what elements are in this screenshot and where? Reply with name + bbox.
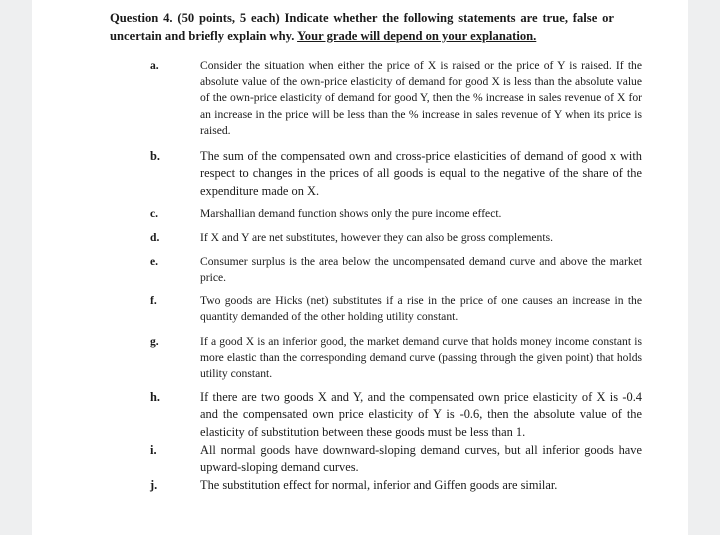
statement-letter: f. (150, 294, 157, 307)
statement-text: Two goods are Hicks (net) substitutes if a rise in the price of one causes an increase in the quantity demanded of the other holding utility constant. (200, 294, 642, 324)
statement-e (150, 254, 642, 286)
statement-letter: b. (150, 149, 160, 163)
statement-letter: c. (150, 207, 159, 220)
statement-letter: h. (150, 390, 160, 404)
statement-j (150, 477, 642, 494)
statement-letter: e. (150, 255, 159, 268)
statement-text: If a good X is an inferior good, the market demand curve that holds money income constant is more elastic than the corresponding demand curve (passing through the given point) that holds utility constant. (200, 335, 642, 381)
statement-text: Consider the situation when either the price of X is raised or the price of Y is raised. If the absolute value of the own-price elasticity of demand for good X is less than the absolute value of the own-price elasticity of demand for good Y, then the % increase in sales revenue of X for an increase in the price will be less than the % increase in sales revenue of Y when its price is raised. (200, 59, 642, 137)
statement-letter: g. (150, 335, 159, 348)
statement-h (150, 389, 642, 441)
statement-text: All normal goods have downward-sloping demand curves, but all inferior goods have upward-sloping demand curves. (200, 443, 642, 475)
statement-text: If X and Y are net substitutes, however they can also be gross complements. (200, 231, 553, 244)
statement-a (150, 58, 642, 139)
question-heading (110, 9, 614, 45)
statement-d (150, 230, 642, 246)
document-page (32, 0, 688, 535)
question-title: Question 4. (50 points, 5 each) Indicate whether the following statements are true, false or uncertain and briefly explain why. (110, 11, 614, 43)
statement-f (150, 293, 642, 325)
statement-text: Consumer surplus is the area below the uncompensated demand curve and above the market price. (200, 255, 642, 285)
statement-letter: a. (150, 59, 159, 72)
statement-text: Marshallian demand function shows only the pure income effect. (200, 207, 502, 220)
statement-letter: i. (150, 443, 157, 457)
statement-g (150, 334, 642, 383)
statement-i (150, 442, 642, 477)
statement-b (150, 148, 642, 200)
statement-text: The substitution effect for normal, inferior and Giffen goods are similar. (200, 478, 558, 492)
statement-text: The sum of the compensated own and cross-price elasticities of demand of good x with respect to changes in the prices of all goods is equal to the negative of the share of the expenditure made on X. (200, 149, 642, 198)
statement-text: If there are two goods X and Y, and the compensated own price elasticity of X is -0.4 and the compensated own price elasticity of Y is -0.6, then the absolute value of the elasticity of substitution between these goods must be less than 1. (200, 390, 642, 439)
statement-letter: d. (150, 231, 160, 244)
statement-letter: j. (150, 478, 158, 492)
question-emphasis: Your grade will depend on your explanation. (297, 29, 537, 43)
statement-c (150, 206, 642, 222)
